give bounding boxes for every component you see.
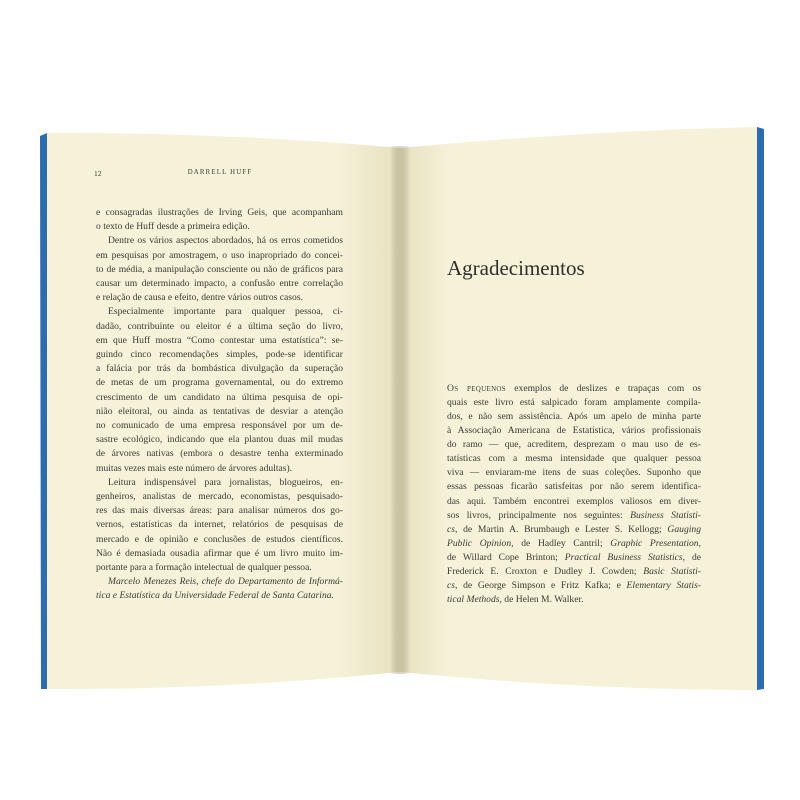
text-line xyxy=(447,565,701,579)
text-line: em pesquisas por amostragem, o uso inapropriado do concei- xyxy=(96,249,343,261)
text-segment: , de xyxy=(682,551,702,563)
text-line xyxy=(447,551,701,565)
text-line xyxy=(447,593,701,607)
text-line xyxy=(447,523,701,537)
book-title: Business Statisti- xyxy=(630,509,702,521)
text-line xyxy=(447,396,701,410)
text-line xyxy=(447,424,701,438)
right-cover-edge xyxy=(757,127,764,690)
text-line: de árvores nativas (embora o desastre tenha exterminado xyxy=(96,448,343,460)
text-line: guindo cinco recomendações simples, pode-se identificar xyxy=(96,349,343,361)
book-title: Practical Business Statistics xyxy=(564,551,683,563)
text-line xyxy=(447,438,701,452)
text-line: em que Huff mostra “Como contestar uma estatística”: se- xyxy=(96,334,343,346)
text-segment: , de George Simpson e Fritz Kafka; e xyxy=(455,579,627,591)
book-title: Basic Statisti- xyxy=(643,565,702,577)
text-line: a falácia por trás da bombástica divulgação da superação xyxy=(96,363,343,375)
book-title: Graphic Presentation xyxy=(610,537,699,549)
text-segment: do ramo — que, acreditem, desprezam o mau uso de es- xyxy=(447,439,701,451)
text-segment: , de Martin A. Brumbaugh e Lester S. Kellogg; xyxy=(455,523,668,535)
book-title: Public Opinion xyxy=(447,537,512,549)
text-segment: Frederick E. Croxton e Dudley J. Cowden; xyxy=(447,565,644,577)
text-line: e consagradas ilustrações de Irving Geis, que acompanham xyxy=(96,207,343,218)
text-line: e relação de causa e efeito, dentre vários outros casos. xyxy=(96,292,303,304)
left-cover-edge xyxy=(40,133,47,689)
text-line xyxy=(447,509,701,523)
left-page-text xyxy=(96,206,343,604)
text-line: mercado e de opinião e conclusões de estudos científicos. xyxy=(96,533,343,545)
text-segment: sos livros, principalmente nos seguintes: xyxy=(447,509,631,521)
text-line: Não é demasiada ousadia afirmar que é um livro muito im- xyxy=(96,547,343,559)
text-line: de metas de um programa governamental, ou do extremo xyxy=(96,377,343,389)
chapter-title: Agradecimentos xyxy=(447,256,585,280)
small-caps-lead: Os pequenos xyxy=(447,383,506,394)
text-segment: de Willard Cope Brinton; xyxy=(447,551,565,563)
text-segment: tatísticas com a mesma intensidade que qualquer pessoa xyxy=(447,453,701,465)
signature-line: Marcelo Menezes Reis, chefe do Departamento de Informá- xyxy=(108,576,343,588)
text-line: causar um determinado impacto, a confusão entre correlação xyxy=(96,278,343,290)
text-segment: viva — enviaram-me itens de suas coleções. Suponho que xyxy=(447,467,701,479)
text-segment: , de Helen M. Walker. xyxy=(499,593,584,605)
right-page-text xyxy=(447,382,701,607)
text-line xyxy=(447,466,701,480)
text-line: dadão, contribuinte ou eleitor é a última seção do livro, xyxy=(96,320,343,332)
text-line: res das mais diversas áreas: para analisar números dos go- xyxy=(96,505,343,517)
text-line: nião eleitoral, ou ainda as tentativas de desviar a atenção xyxy=(96,405,343,417)
text-line: genheiros, analistas de mercado, economistas, pesquisado- xyxy=(96,491,343,503)
text-segment: , de Hadley Cantril; xyxy=(511,537,611,549)
text-line xyxy=(447,579,701,593)
text-line: vernos, estatísticas da internet, relatórios de pesquisas de xyxy=(96,519,343,531)
text-line xyxy=(447,410,701,424)
text-line: Leitura indispensável para jornalistas, blogueiros, en- xyxy=(108,476,343,488)
book-title: Gauging xyxy=(667,523,701,535)
text-segment: , xyxy=(698,537,701,549)
text-segment: exemplos de deslizes e trapaças com os xyxy=(505,383,701,394)
text-line: crescimento de um candidato na última pesquisa de opi- xyxy=(96,391,343,403)
text-line xyxy=(447,537,701,551)
text-line xyxy=(447,452,701,466)
text-segment: à Associação Americana de Estatística, vários profissionais xyxy=(447,425,701,437)
book-title: tical Methods xyxy=(447,593,500,605)
text-line xyxy=(447,382,701,396)
signature-line: tica e Estatística da Universidade Federal de Santa Catarina. xyxy=(96,590,334,602)
text-line xyxy=(447,480,701,494)
text-line: o texto de Huff desde a primeira edição. xyxy=(96,221,250,233)
text-line: no comunicado de uma empresa responsável por um de- xyxy=(96,420,343,432)
book-title: cs xyxy=(447,523,455,535)
text-line: sastre ecológico, indicando que ela plantou duas mil mudas xyxy=(96,434,343,446)
text-segment: quais este livro está salpicado foram amplamente compila- xyxy=(447,397,701,409)
text-segment: das aqui. Também encontrei exemplos valiosos em diver- xyxy=(447,495,701,507)
running-head: DARRELL HUFF xyxy=(187,169,253,176)
page-number: 12 xyxy=(94,169,102,178)
text-segment: essas pessoas ficarão satisfeitas por não serem identifica- xyxy=(447,481,701,493)
text-line: Dentre os vários aspectos abordados, há os erros cometidos xyxy=(108,235,343,247)
text-line xyxy=(447,495,701,509)
text-segment: dos, e não sem assistência. Após um apelo de minha parte xyxy=(447,411,701,423)
text-line: portante para a formação intelectual de qualquer pessoa. xyxy=(96,562,312,574)
book-title: cs xyxy=(447,579,455,591)
text-line: muitas vezes mais este número de árvores adultas). xyxy=(96,462,293,474)
text-line: to de média, a manipulação consciente ou não de gráficos para xyxy=(96,263,343,275)
book-title: Elementary Statis- xyxy=(626,579,701,591)
text-line: Especialmente importante para qualquer pessoa, ci- xyxy=(108,306,343,318)
